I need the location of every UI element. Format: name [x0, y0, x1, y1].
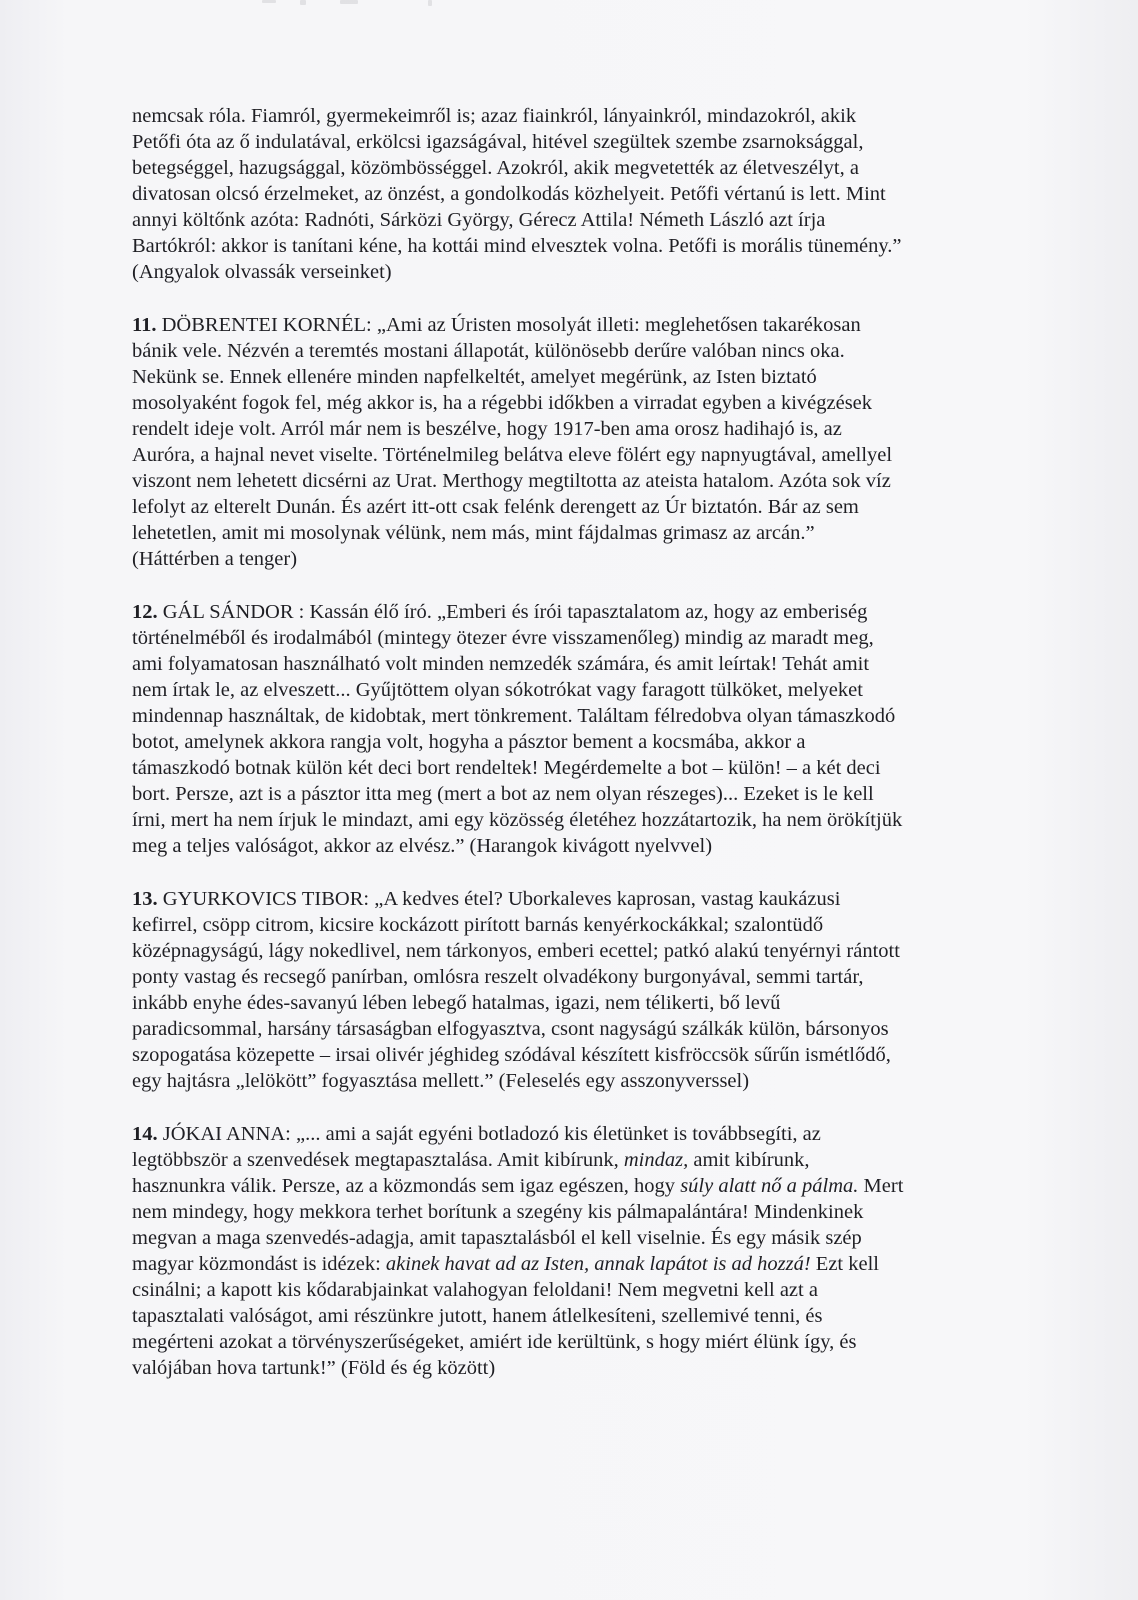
- text-run: kefirrel, csöpp citrom, kicsire kockázott pirított barnás kenyérkockákkal; szalontüdő: [132, 914, 824, 936]
- text-line: [132, 781, 1012, 807]
- text-run: GYURKOVICS TIBOR: „A kedves étel? Uborkaleves kaprosan, vastag kaukázusi: [157, 888, 841, 910]
- text-line: [132, 677, 1012, 703]
- text-run: lehetetlen, amit mi mosolynak vélünk, nem más, mint fájdalmas grimasz az arcán.”: [132, 522, 815, 544]
- text-run: annyi költőnk azóta: Radnóti, Sárközi György, Gérecz Attila! Németh László azt írja: [132, 209, 826, 231]
- text-run: ami folyamatosan használható volt minden nemzedék számára, és amit leírtak! Tehát amit: [132, 653, 870, 675]
- text-line: [132, 1121, 1012, 1147]
- document-body: [132, 103, 1012, 1408]
- text-line: [132, 207, 1012, 233]
- text-line: [132, 1068, 1012, 1094]
- text-line: [132, 938, 1012, 964]
- text-run: viszont nem lehetett dicsérni az Urat. Merthogy megtiltotta az ateista hatalom. Azóta sok víz: [132, 470, 891, 492]
- text-line: [132, 103, 1012, 129]
- text-line: [132, 520, 1012, 546]
- text-line: [132, 1016, 1012, 1042]
- text-run: bort. Persze, azt is a pásztor itta meg (mert a bot az nem olyan részeges)... Ezeket is le kell: [132, 783, 874, 805]
- text-line: [132, 912, 1012, 938]
- text-run: történelméből és irodalmából (mintegy ötezer évre visszamenőleg) mindig az maradt meg,: [132, 627, 874, 649]
- text-run: egy hajtásra „lelökött” fogyasztása mellett.” (Feleselés egy asszonyverssel): [132, 1070, 750, 1092]
- text-run: Mert: [858, 1175, 904, 1197]
- text-run: ponty vastag és recsegő panírban, omlósra reszelt olvadékony burgonyával, semmi tartár,: [132, 966, 864, 988]
- text-run: legtöbbször a szenvedések megtapasztalása. Amit kibírunk,: [132, 1149, 624, 1171]
- text-line: [132, 651, 1012, 677]
- text-run: Auróra, a hajnal nevet viselte. Történelmileg belátva eleve fölért egy napnyugtával, amellyel: [132, 444, 893, 466]
- text-run: bánik vele. Nézvén a teremtés mostani állapotát, különösebb derűre valóban nincs oka.: [132, 340, 845, 362]
- text-run: rendelt ideje volt. Arról már nem is beszélve, hogy 1917-ben ama orosz hadihajó is, az: [132, 418, 842, 440]
- text-line: [132, 1173, 1012, 1199]
- entry-number: 12.: [132, 601, 158, 623]
- text-run: írni, mert ha nem írjuk le mindazt, ami egy közösség életéhez hozzátartozik, ha nem örökítjük: [132, 809, 903, 831]
- scan-mark: [428, 0, 432, 6]
- text-run: paradicsommal, harsány társaságban elfogyasztva, csont nagyságú szálkák külön, bársonyos: [132, 1018, 889, 1040]
- scan-mark: [262, 0, 276, 3]
- entry-item-12: [132, 599, 1012, 859]
- text-run: támaszkodó botnak külön két deci bort rendeltek! Megérdemelte a bot – külön! – a két deci: [132, 757, 881, 779]
- text-line: [132, 1303, 1012, 1329]
- entry-item-14: [132, 1121, 1012, 1381]
- text-line: [132, 1251, 1012, 1277]
- text-run: Ezt kell: [810, 1253, 879, 1275]
- text-line: [132, 755, 1012, 781]
- text-line: [132, 546, 1012, 572]
- text-line: [132, 807, 1012, 833]
- text-run: csinálni; a kapott kis kődarabjainkat valahogyan feloldani! Nem megvetni kell azt a: [132, 1279, 818, 1301]
- text-line: [132, 129, 1012, 155]
- entry-number: 13.: [132, 888, 158, 910]
- italic-phrase: mindaz,: [623, 1149, 689, 1171]
- text-line: [132, 364, 1012, 390]
- italic-phrase: akinek havat ad az Isten, annak lapátot is ad hozzá!: [385, 1253, 811, 1275]
- text-line: [132, 964, 1012, 990]
- entry-item-11: [132, 312, 1012, 572]
- text-line: [132, 1042, 1012, 1068]
- text-run: mindennap használtak, de kidobtak, mert tönkrement. Találtam félredobva olyan támaszkodó: [132, 705, 896, 727]
- text-line: [132, 442, 1012, 468]
- text-line: [132, 1225, 1012, 1251]
- text-run: hasznunkra válik. Persze, az a közmondás sem igaz egészen, hogy: [132, 1175, 681, 1197]
- text-run: Petőfi óta az ő indulatával, erkölcsi igazságával, hitével szegültek szembe zsarnoksággal,: [132, 131, 864, 153]
- text-line: [132, 259, 1012, 285]
- text-line: [132, 338, 1012, 364]
- entry-item-13: [132, 886, 1012, 1094]
- text-line: [132, 494, 1012, 520]
- text-line: [132, 990, 1012, 1016]
- text-run: amit kibírunk,: [688, 1149, 810, 1171]
- text-run: lefolyt az elterelt Dunán. És azért itt-ott csak felénk derengett az Úr biztatón. Bár az sem: [132, 496, 859, 518]
- text-line: [132, 625, 1012, 651]
- text-run: meg a teljes valóságot, akkor az elvész.” (Harangok kivágott nyelvvel): [132, 835, 713, 857]
- text-run: nem mindegy, hogy mekkora terhet borítunk a szegény kis pálmapalántára! Mindenkinek: [132, 1201, 864, 1223]
- text-line: [132, 468, 1012, 494]
- text-line: [132, 599, 1012, 625]
- text-run: középnagyságú, lágy nokedlivel, nem tárkonyos, emberi ecettel; patkó alakú tenyérnyi rántott: [132, 940, 900, 962]
- text-run: magyar közmondást is idézek:: [132, 1253, 386, 1275]
- text-line: [132, 1329, 1012, 1355]
- text-run: (Angyalok olvassák verseinket): [132, 261, 392, 283]
- text-run: megvan a maga szenvedés-adagja, amit tapasztalásból el kell viselnie. És egy másik szép: [132, 1227, 862, 1249]
- text-run: inkább enyhe édes-savanyú lében lebegő hatalmas, igazi, nem télikerti, bő levű: [132, 992, 781, 1014]
- text-line: [132, 312, 1012, 338]
- text-line: [132, 886, 1012, 912]
- text-line: [132, 155, 1012, 181]
- text-line: [132, 1147, 1012, 1173]
- text-line: [132, 181, 1012, 207]
- text-line: [132, 416, 1012, 442]
- italic-phrase: súly alatt nő a pálma.: [680, 1175, 859, 1197]
- text-line: [132, 1277, 1012, 1303]
- text-line: [132, 233, 1012, 259]
- text-run: GÁL SÁNDOR : Kassán élő író. „Emberi és írói tapasztalatom az, hogy az emberiség: [157, 601, 868, 623]
- text-run: betegséggel, hazugsággal, közömbösséggel. Azokról, akik megvetették az életveszélyt, a: [132, 157, 859, 179]
- text-run: Nekünk se. Ennek ellenére minden napfelkeltét, amelyet megérünk, az Isten biztató: [132, 366, 817, 388]
- text-line: [132, 729, 1012, 755]
- text-run: nem írtak le, az elveszett... Gyűjtöttem olyan sókotrókat vagy faragott tülköket, melyeket: [132, 679, 863, 701]
- text-run: botot, amelynek akkora rangja volt, hogyha a pásztor bement a kocsmába, akkor a: [132, 731, 806, 753]
- text-run: valójában hova tartunk!” (Föld és ég között): [132, 1357, 496, 1379]
- text-run: szopogatása közepette – irsai olivér jéghideg szódával készített kisfröccsök sűrűn ismétlődő,: [132, 1044, 891, 1066]
- text-line: [132, 703, 1012, 729]
- paragraph-continuation: [132, 103, 1012, 285]
- entry-number: 11.: [132, 314, 157, 336]
- text-run: megérteni azokat a törvényszerűségeket, amiért ide kerültünk, s hogy miért élünk így, és: [132, 1331, 857, 1353]
- text-run: nemcsak róla. Fiamról, gyermekeimről is; azaz fiainkról, lányainkról, mindazokról, akik: [132, 105, 857, 127]
- text-run: mosolyaként fogok fel, még akkor is, ha a régebbi időkben a virradat egyben a kivégzések: [132, 392, 873, 414]
- text-run: tapasztalati valóságot, ami részünkre jutott, hanem átlelkesíteni, szellemivé tenni, és: [132, 1305, 823, 1327]
- text-run: JÓKAI ANNA: „... ami a saját egyéni botladozó kis életünket is továbbsegíti, az: [157, 1123, 821, 1145]
- entry-number: 14.: [132, 1123, 158, 1145]
- text-run: DÖBRENTEI KORNÉL: „Ami az Úristen mosolyát illeti: meglehetősen takarékosan: [156, 314, 861, 336]
- text-line: [132, 1355, 1012, 1381]
- text-line: [132, 1199, 1012, 1225]
- text-line: [132, 833, 1012, 859]
- text-run: Bartókról: akkor is tanítani kéne, ha kottái mind elvesztek volna. Petőfi is morális tünemény.”: [132, 235, 902, 257]
- text-run: (Háttérben a tenger): [132, 548, 298, 570]
- scan-mark: [300, 0, 306, 5]
- text-line: [132, 390, 1012, 416]
- scan-mark: [340, 0, 358, 4]
- text-run: divatosan olcsó érzelmeket, az önzést, a gondolkodás közhelyeit. Petőfi vértanú is lett. Mint: [132, 183, 886, 205]
